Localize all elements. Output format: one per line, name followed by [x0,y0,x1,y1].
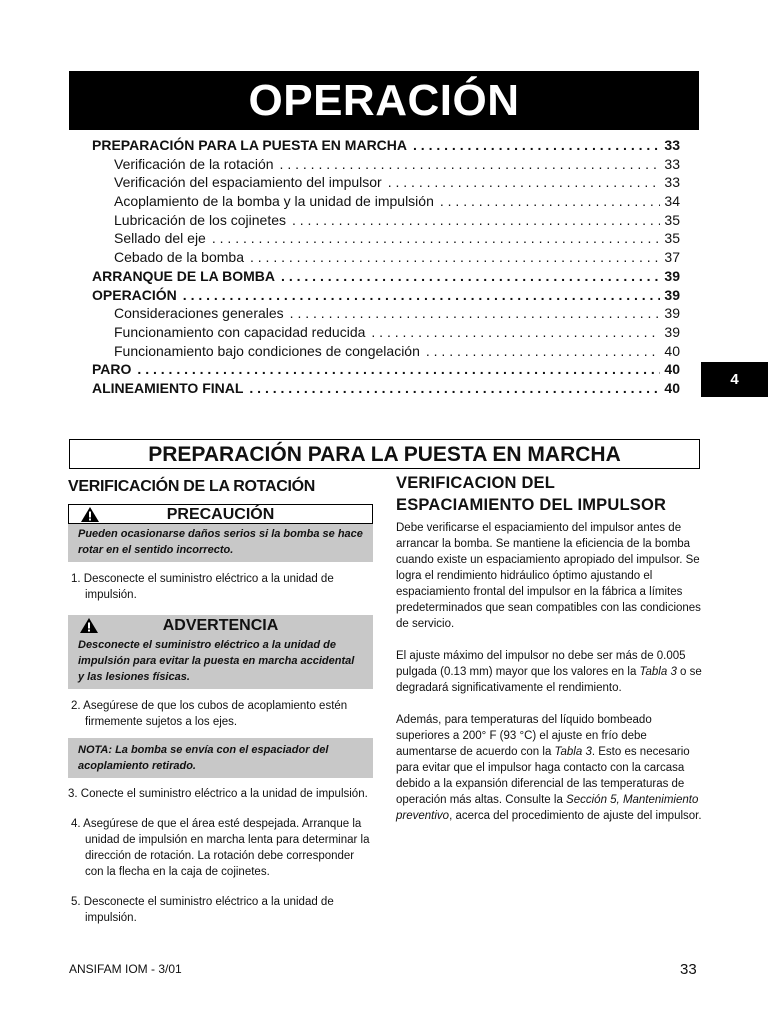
right-column [396,472,702,824]
paragraph-3-text-c: , acerca del procedimiento de ajuste del impulsor. [449,810,702,822]
toc-entry-title: Verificación del espaciamiento del impulsor [114,174,382,191]
warning-icon [80,618,98,633]
section-5-reference: Sección 5, Mantenimiento preventivo [396,794,699,822]
paragraph-3 [396,712,702,824]
toc-entry-page: 33 [664,174,680,191]
toc-entry-page: 39 [664,323,680,340]
toc-entry-page: 35 [664,211,680,228]
toc-entry [92,229,680,248]
toc-entry-page: 40 [664,342,680,359]
toc-entry [92,248,680,267]
precaucion-box-title [68,504,373,524]
toc-entry [92,360,680,379]
toc-entry [92,192,680,211]
toc-entry-title: ALINEAMIENTO FINAL [92,379,244,396]
precaucion-label: PRECAUCIÓN [166,506,275,523]
step-2: 2. Asegúrese de que los cubos de acoplamiento estén firmemente sujetos a los ejes. [71,700,348,728]
table-of-contents [92,136,680,398]
paragraph-1: Debe verificarse el espaciamiento del impulsor antes de arrancar la bomba. Se mantiene la eficiencia de la bomba cuando existe un espaciamiento apropiado del impulsor. Se logra el rendimiento hidráulico óptimo ajustando el espaciamiento frontal del impulsor en la fábrica a límites predeterminados que sean compatibles con las condiciones de servicio. [396,522,701,630]
toc-leader-dots [281,267,660,286]
left-column [68,476,373,926]
toc-entry-title: Funcionamiento bajo condiciones de congelación [114,342,420,359]
advertencia-label: ADVERTENCIA [162,617,279,634]
toc-leader-dots [440,192,661,211]
chapter-banner: OPERACIÓN [69,71,699,130]
table-3-reference: Tabla 3 [639,666,677,678]
page-number: 33 [680,961,697,978]
toc-leader-dots [249,379,660,398]
toc-entry-title: ARRANQUE DE LA BOMBA [92,267,276,284]
toc-entry [92,136,680,155]
section-tab: 4 [701,362,768,397]
warning-icon [81,507,99,522]
toc-entry-title: Lubricación de los cojinetes [114,211,286,228]
toc-entry-title: PARO [92,361,132,378]
toc-entry-title: Acoplamiento de la bomba y la unidad de impulsión [114,193,434,210]
paragraph-3-text-b: . Esto es necesario para evitar que el impulsor haga contacto con la carcasa debido a la expansión diferencial de las temperaturas de operación más altas. Consulte la [396,746,690,806]
paragraph-2-text-b: o se degradará significativamente el rendimiento. [396,666,702,694]
toc-leader-dots [250,248,660,267]
toc-leader-dots [280,155,661,174]
step-5: 5. Desconecte el suministro eléctrico a la unidad de impulsión. [71,896,334,924]
toc-leader-dots [388,173,661,192]
paragraph-3-text-a: Además, para temperaturas del líquido bombeado superiores a 200° F (93 °C) el ajuste en frío debe aumentarse de acuerdo con la [396,714,652,758]
toc-leader-dots [212,229,661,248]
step-4: 4. Asegúrese de que el área esté despejada. Arranque la unidad de impulsión en marcha lenta para determinar la dirección de rotación. La rotación debe corresponder con la flecha en la caja de cojinetes. [71,818,370,878]
toc-entry-title: Funcionamiento con capacidad reducida [114,323,366,340]
step-1: 1. Desconecte el suministro eléctrico a la unidad de impulsión. [71,573,334,601]
footer-document-id: ANSIFAM IOM - 3/01 [69,962,182,976]
toc-leader-dots [292,211,660,230]
table-3-reference: Tabla 3 [554,746,592,758]
toc-entry-page: 33 [664,155,680,172]
toc-entry [92,304,680,323]
toc-leader-dots [413,136,660,155]
toc-entry [92,342,680,361]
spacing-heading-line2: ESPACIAMIENTO DEL IMPULSOR [396,496,667,514]
spacing-heading-line1: VERIFICACION DEL [396,474,556,492]
toc-entry [92,323,680,342]
toc-leader-dots [183,286,661,305]
toc-leader-dots [426,342,661,361]
toc-entry-title: Sellado del eje [114,230,206,247]
toc-entry [92,379,680,398]
toc-entry [92,211,680,230]
toc-entry-page: 39 [664,267,680,284]
toc-entry-title: Verificación de la rotación [114,155,274,172]
toc-entry-page: 39 [664,305,680,322]
paragraph-2-text-a: El ajuste máximo del impulsor no debe ser más de 0.005 pulgada (0.13 mm) mayor que los valores en la [396,650,686,678]
toc-entry-title: OPERACIÓN [92,286,177,303]
rotation-heading: VERIFICACIÓN DE LA ROTACIÓN [68,478,316,495]
toc-entry-title: Consideraciones generales [114,305,284,322]
toc-entry-page: 40 [664,361,680,378]
paragraph-2 [396,648,702,696]
toc-entry-page: 33 [664,137,680,153]
toc-leader-dots [371,323,660,342]
section-title: PREPARACIÓN PARA LA PUESTA EN MARCHA [69,439,700,469]
toc-leader-dots [290,304,661,323]
toc-entry-page: 35 [664,230,680,247]
nota-box: NOTA: La bomba se envía con el espaciador del acoplamiento retirado. [68,738,373,778]
toc-entry-title: Cebado de la bomba [114,249,244,266]
precaucion-text: Pueden ocasionarse daños serios si la bomba se hace rotar en el sentido incorrecto. [68,524,373,562]
toc-entry-page: 37 [664,249,680,266]
toc-entry-title: PREPARACIÓN PARA LA PUESTA EN MARCHA [92,137,408,153]
toc-entry [92,286,680,305]
advertencia-box-title [68,615,373,635]
toc-leader-dots [137,360,660,379]
toc-entry-page: 34 [664,193,680,210]
toc-entry-page: 39 [664,286,680,303]
toc-entry [92,173,680,192]
toc-entry [92,155,680,174]
step-3: 3. Conecte el suministro eléctrico a la unidad de impulsión. [68,788,368,800]
advertencia-text: Desconecte el suministro eléctrico a la unidad de impulsión para evitar la puesta en marcha accidental y las lesiones físicas. [68,635,373,689]
toc-entry-page: 40 [664,379,680,396]
toc-entry [92,267,680,286]
